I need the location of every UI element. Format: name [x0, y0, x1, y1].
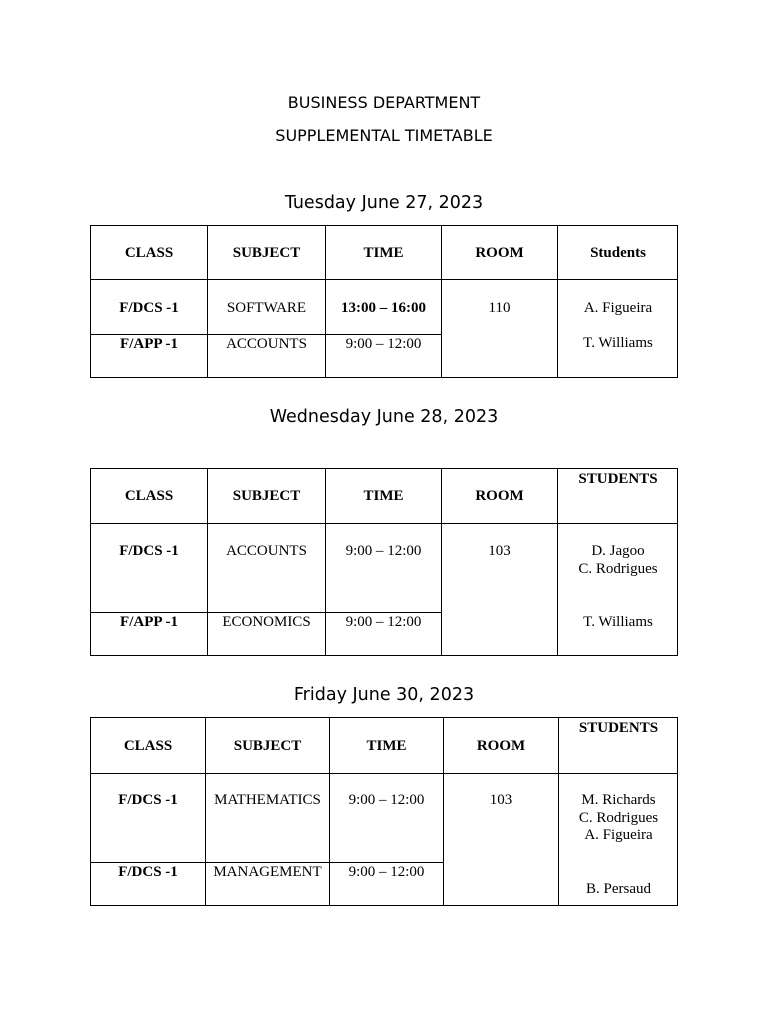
header-subject: SUBJECT: [232, 245, 301, 261]
row-student: M. Richards: [581, 792, 656, 808]
row-class: F/APP -1: [120, 336, 178, 352]
header-subject: SUBJECT: [233, 738, 302, 754]
row-student: A. Figueira: [584, 827, 653, 843]
header-students: Students: [590, 245, 646, 261]
header-room: ROOM: [476, 738, 526, 754]
header-students: STUDENTS: [578, 720, 659, 736]
row-student: C. Rodrigues: [578, 810, 659, 826]
row-subject: ACCOUNTS: [226, 336, 307, 352]
day-title-friday: Friday June 30, 2023: [293, 685, 475, 705]
row-time: 9:00 – 12:00: [345, 614, 422, 630]
row-time: 9:00 – 12:00: [345, 336, 422, 352]
row-student: T. Williams: [583, 335, 653, 351]
row-student: C. Rodrigues: [578, 561, 658, 577]
row-subject: MANAGEMENT: [213, 864, 322, 880]
row-student: T. Williams: [583, 614, 653, 630]
header-class: CLASS: [124, 488, 174, 504]
room-number: 103: [489, 792, 513, 808]
day-title-tuesday: Tuesday June 27, 2023: [284, 193, 484, 213]
row-class: F/DCS -1: [119, 300, 179, 316]
header-class: CLASS: [124, 245, 174, 261]
header-time: TIME: [363, 488, 404, 504]
timetable-wednesday: [90, 468, 678, 656]
header-class: CLASS: [123, 738, 173, 754]
row-student: B. Persaud: [586, 881, 651, 897]
row-time: 9:00 – 12:00: [348, 792, 425, 808]
department-title: BUSINESS DEPARTMENT: [287, 93, 481, 112]
timetable-friday: [90, 717, 678, 906]
row-class: F/DCS -1: [118, 792, 178, 808]
timetable-tuesday: [90, 225, 678, 378]
header-time: TIME: [363, 245, 404, 261]
row-time: 9:00 – 12:00: [345, 543, 422, 559]
row-subject: SOFTWARE: [226, 300, 307, 316]
row-class: F/DCS -1: [118, 864, 178, 880]
row-subject: ECONOMICS: [222, 614, 311, 630]
timetable-title: SUPPLEMENTAL TIMETABLE: [275, 126, 493, 145]
header-room: ROOM: [475, 245, 524, 261]
room-number: 110: [488, 300, 511, 316]
header-time: TIME: [366, 738, 407, 754]
row-class: F/APP -1: [120, 614, 178, 630]
day-title-wednesday: Wednesday June 28, 2023: [269, 407, 499, 427]
header-students: STUDENTS: [578, 471, 658, 487]
row-student: A. Figueira: [583, 300, 653, 316]
row-subject: MATHEMATICS: [214, 792, 321, 808]
row-student: D. Jagoo: [591, 543, 645, 559]
header-room: ROOM: [475, 488, 524, 504]
row-class: F/DCS -1: [119, 543, 179, 559]
room-number: 103: [488, 543, 511, 559]
row-subject: ACCOUNTS: [226, 543, 307, 559]
row-time: 13:00 – 16:00: [341, 300, 426, 316]
row-time: 9:00 – 12:00: [348, 864, 425, 880]
header-subject: SUBJECT: [232, 488, 301, 504]
